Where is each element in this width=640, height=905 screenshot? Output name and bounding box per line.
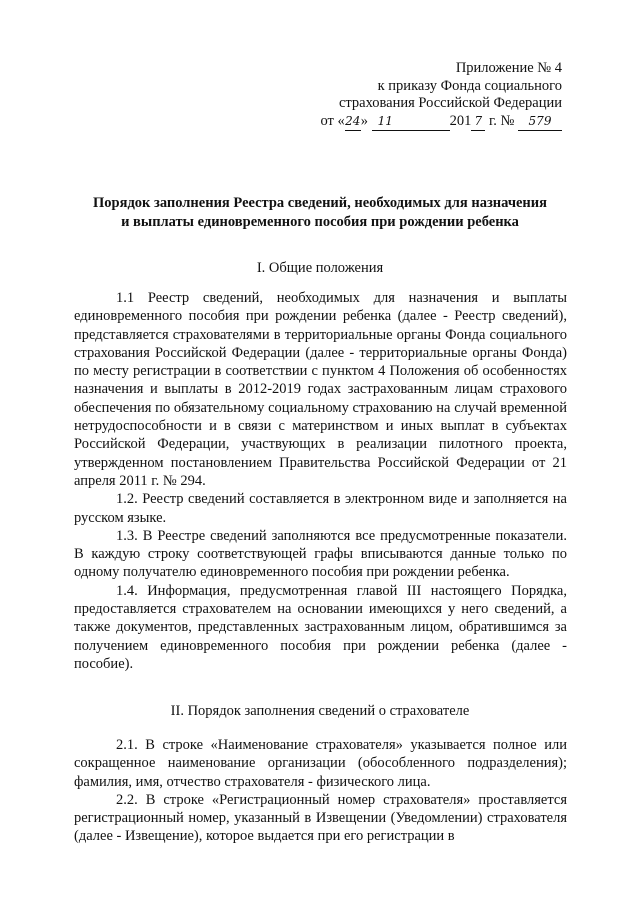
appendix-fund-name: страхования Российской Федерации	[338, 95, 562, 111]
date-year-prefix: 201	[449, 112, 472, 129]
appendix-order-ref: к приказу Фонда социального	[377, 77, 562, 94]
paragraph-1-3: 1.3. В Реестре сведений заполняются все предусмотренные показатели. В каждую строку соответствующей графы вписываются данные только по одному получателю единовременного пособия при рождении ребенка.	[74, 527, 567, 581]
section-1-body	[74, 289, 567, 673]
document-title	[70, 194, 570, 232]
paragraph-2-1: 2.1. В строке «Наименование страхователя» указывается полное или сокращенное наименование организации (обособленного подразделения); фамилия, имя, отчество страхователя - физического лица.	[74, 737, 567, 790]
title-line-1: Порядок заполнения Реестра сведений, необходимых для назначения	[93, 195, 547, 211]
date-day: 24	[345, 113, 361, 132]
appendix-number: Приложение № 4	[455, 60, 562, 76]
appendix-header	[300, 60, 562, 131]
section-1-heading: I. Общие положения	[256, 260, 384, 276]
order-number: 579	[518, 113, 562, 132]
date-year-suffix: г. №	[485, 112, 515, 129]
section-2-body	[74, 736, 567, 846]
paragraph-1-1: 1.1 Реестр сведений, необходимых для назначения и выплаты единовременного пособия при рождении ребенка (далее - Реестр сведений), представляется страхователями в территориальные органы Фонда социального страхования Российской Федерации (далее - территориальные органы Фонда) по месту регистрации в соответствии с пунктом 4 Положения об особенностях назначения и выплаты в 2012-2019 годах застрахованным лицам страхового обеспечения по обязательному социальному страхованию на случай временной нетрудоспособности и в связи с материнством и иных выплат в субъектах Российской Федерации, участвующих в реализации пилотного проекта, утвержденном постановлением Правительства Российской Федерации от 21 апреля 2011 г. № 294.	[74, 290, 567, 489]
appendix-date-line	[300, 113, 562, 132]
date-month: 11	[372, 113, 450, 132]
date-prefix: от «	[320, 112, 345, 129]
paragraph-1-2: 1.2. Реестр сведений составляется в электронном виде и заполняется на русском языке.	[74, 491, 567, 526]
title-line-2: и выплаты единовременного пособия при рождении ребенка	[121, 214, 519, 230]
section-2-heading: II. Порядок заполнения сведений о страхователе	[170, 703, 470, 719]
paragraph-2-2: 2.2. В строке «Регистрационный номер страхователя» проставляется регистрационный номер, указанный в Извещении (Уведомлении) страхователя (далее - Извещение), которое выдается при его регистрации в	[74, 791, 567, 845]
paragraph-1-4: 1.4. Информация, предусмотренная главой III настоящего Порядка, предоставляется страхователем на основании имеющихся у него сведений, а также документов, представленных застрахованным лицом, обратившимся за получением единовременного пособия при рождении ребенка (далее - пособие).	[74, 582, 567, 672]
date-quote-close: »	[360, 112, 368, 129]
date-year-digit: 7	[471, 113, 485, 132]
